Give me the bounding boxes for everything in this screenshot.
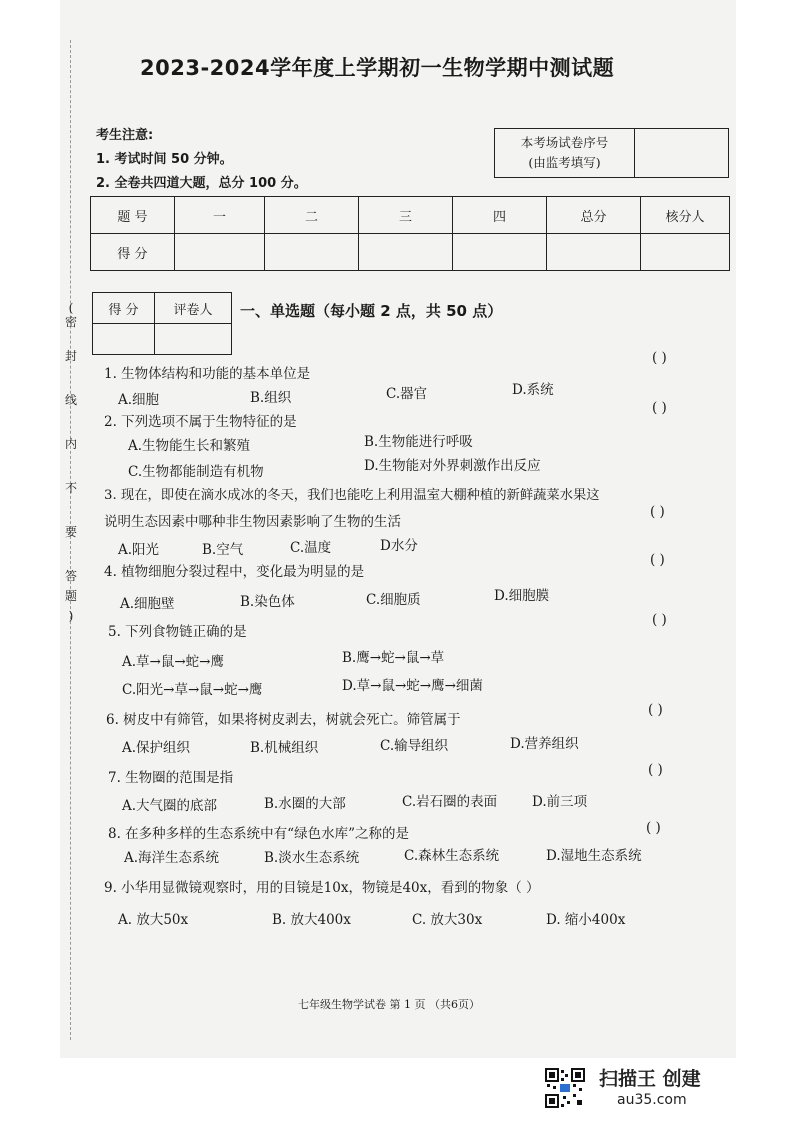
notice-heading: 考生注意: [96,128,154,143]
question-stem: 9. 小华用显微镜观察时，用的目镜是10x，物镜是40x，看到的物象（ ） [104,880,540,896]
option: B.淡水生态系统 [264,850,360,866]
option: A.阳光 [118,542,160,558]
option: B.水圈的大部 [264,796,346,812]
option: A.保护组织 [122,740,191,756]
notice-line-2: 2. 全卷共四道大题，总分 100 分。 [96,176,307,191]
answer-paren[interactable]: ( ) [646,820,661,836]
score-cell[interactable] [453,234,547,271]
seat-number-box [494,128,729,178]
grader-table [92,292,232,355]
seal-char: 线 [64,393,77,407]
option: C.器官 [386,386,428,402]
seat-label-line-2: (由监考填写) [528,155,601,170]
answer-paren[interactable]: ( ) [650,552,665,568]
header-cell: 二 [265,197,359,234]
scanner-watermark [545,1064,735,1112]
option: D.细胞膜 [494,588,550,604]
exam-notice [96,124,307,196]
answer-paren[interactable]: ( ) [648,702,663,718]
option: D.系统 [512,382,554,398]
brand-name: 扫描王 创建 [599,1068,701,1090]
question-stem: 4. 植物细胞分裂过程中，变化最为明显的是 [104,564,365,580]
option: A.生物能生长和繁殖 [128,438,251,454]
option: B.机械组织 [250,740,319,756]
option: A.细胞壁 [120,596,175,612]
header-cell: 题 号 [91,197,175,234]
option: A.大气圈的底部 [122,798,218,814]
answer-paren[interactable]: ( ) [652,612,667,628]
option: A.细胞 [118,392,160,408]
grader-name-cell[interactable] [155,324,232,355]
seal-char: ) [68,609,74,623]
seal-char: ( [68,301,74,315]
option: D.营养组织 [510,736,579,752]
question-stem: 7. 生物圈的范围是指 [108,770,234,786]
option: B.染色体 [240,594,295,610]
option: C.森林生态系统 [404,848,500,864]
score-cell[interactable] [641,234,730,271]
option: C.生物都能制造有机物 [128,464,264,480]
option: D水分 [380,538,418,554]
option: D.湿地生态系统 [546,848,642,864]
score-cell[interactable] [359,234,453,271]
seat-number-label [495,129,635,177]
section-1-heading: 一、单选题（每小题 2 点，共 50 点） [240,302,503,320]
option: A.海洋生态系统 [124,850,220,866]
option: C. 放大30x [412,912,483,928]
header-cell: 四 [453,197,547,234]
header-cell: 三 [359,197,453,234]
option: C.细胞质 [366,592,421,608]
question-stem: 5. 下列食物链正确的是 [108,624,247,640]
question-stem: 2. 下列选项不属于生物特征的是 [104,414,297,430]
option: C.岩石圈的表面 [402,794,498,810]
grader-score-label: 得 分 [93,293,155,324]
answer-paren[interactable]: ( ) [652,350,667,366]
option: B.鹰→蛇→鼠→草 [342,650,445,666]
option: B.组织 [250,390,292,406]
option: A.草→鼠→蛇→鹰 [122,654,224,670]
grader-score-cell[interactable] [93,324,155,355]
header-cell: 总分 [547,197,641,234]
question-stem: 6. 树皮中有筛管，如果将树皮剥去，树就会死亡。筛管属于 [106,712,461,728]
answer-paren[interactable]: ( ) [652,400,667,416]
seat-label-line-1: 本考场试卷序号 [520,135,609,150]
option: D. 缩小400x [546,912,626,928]
seat-number-field[interactable] [635,129,728,177]
score-cell[interactable] [265,234,359,271]
brand-url: au35.com [617,1092,687,1108]
score-table [90,196,730,271]
notice-line-1: 1. 考试时间 50 分钟。 [96,152,233,167]
question-stem: 3. 现在，即使在滴水成冰的冬天，我们也能吃上利用温室大棚种植的新鲜蔬菜水果这 [104,488,600,503]
option: D.生物能对外界刺激作出反应 [364,458,541,474]
exam-title: 2023-2024学年度上学期初一生物学期中测试题 [140,56,615,80]
question-stem: 8. 在多种多样的生态系统中有“绿色水库”之称的是 [108,826,409,842]
seal-char: 答 [64,569,77,583]
score-cell[interactable] [175,234,265,271]
option: D.草→鼠→蛇→鹰→细菌 [342,678,483,694]
seal-char: 密 [64,315,77,329]
header-cell: 核分人 [641,197,730,234]
grader-label: 评卷人 [155,293,232,324]
option: B.生物能进行呼吸 [364,434,473,450]
seal-char: 封 [64,349,77,363]
option: C.温度 [290,540,332,556]
header-cell: 一 [175,197,265,234]
option: B.空气 [202,542,244,558]
option: B. 放大400x [272,912,351,928]
seal-char: 不 [64,481,77,495]
question-stem-cont: 说明生态因素中哪种非生物因素影响了生物的生活 [104,514,401,530]
seal-char: 内 [64,437,77,451]
score-table-row [91,234,730,271]
answer-paren[interactable]: ( ) [648,762,663,778]
qr-code-icon [545,1068,585,1108]
option: C.输导组织 [380,738,449,754]
seal-char: 题 [64,589,77,603]
seal-char: 要 [64,525,77,539]
question-stem: 1. 生物体结构和功能的基本单位是 [104,366,311,382]
seal-warning [62,300,80,622]
option: D.前三项 [532,794,588,810]
row-label-cell: 得 分 [91,234,175,271]
score-table-header [91,197,730,234]
page-footer: 七年级生物学试卷 第 1 页 （共6页） [298,998,480,1011]
answer-paren[interactable]: ( ) [650,504,665,520]
score-cell[interactable] [547,234,641,271]
option: A. 放大50x [118,912,189,928]
option: C.阳光→草→鼠→蛇→鹰 [122,682,263,698]
